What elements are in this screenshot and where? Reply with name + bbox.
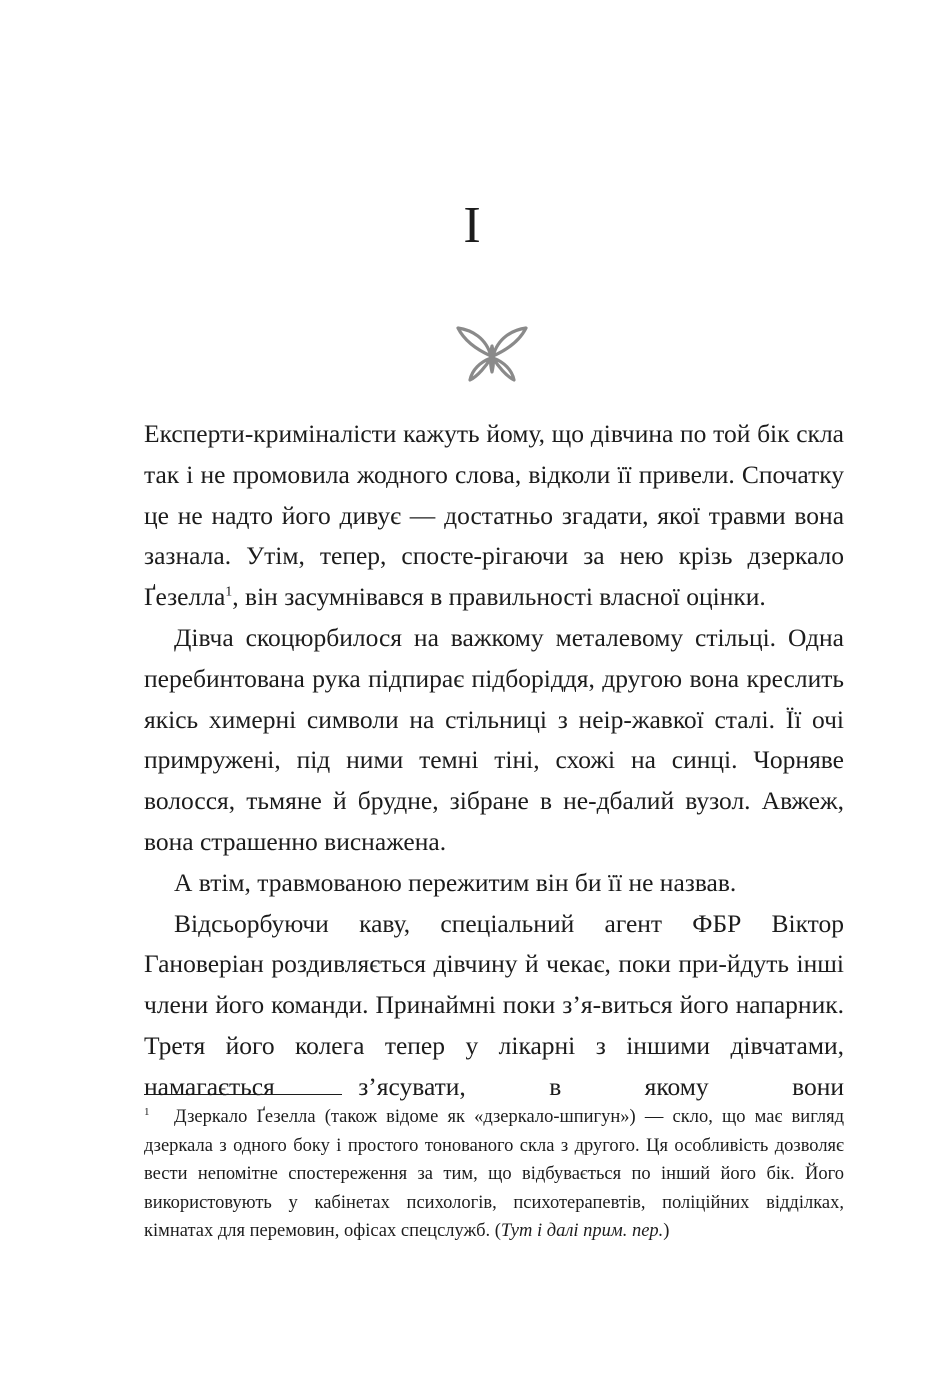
text-line: дбалий вузол. Авжеж, вона страшенно виснажена.: [144, 786, 844, 856]
text-line: Гановеріан роздивляється дівчину й чекає, поки при-: [144, 949, 727, 979]
text-line: жавкої сталі. Її очі примружені, під ними темні тіні, схожі: [144, 704, 844, 775]
text-line: виться його напарник. Третя його колега тепер у лікарні: [144, 990, 844, 1060]
footnote-reference[interactable]: 1: [225, 584, 233, 600]
text-line: Експерти-криміналісти кажуть йому, що дівчина по той: [144, 419, 751, 448]
text-line: , він засумнівався: [232, 582, 424, 612]
text-line: рігаючи за нею крізь дзеркало Ґезелла: [144, 541, 844, 612]
text-line: привели. Спочатку це не надто його дивує — достатньо: [144, 459, 845, 530]
text-line: в правильності власної оцінки.: [430, 582, 766, 612]
text-line: Одна перебинтована рука підпирає підборіддя, другою: [144, 622, 844, 693]
text-line: бік скла так і не промовила жодного слова, відколи її: [144, 419, 844, 489]
footnote-text: [144, 1103, 844, 1246]
text-line: на синці. Чорняве волосся, тьмяне й брудне, зібране в не-: [144, 745, 845, 816]
footnote-mark: 1: [144, 1106, 150, 1118]
paragraph-3: [144, 863, 844, 904]
paragraph-4: [144, 904, 844, 1108]
footnote-italic-note: Тут і далі прим. пер.: [500, 1221, 664, 1241]
chapter-body: [144, 414, 844, 1108]
text-line: вона креслить якісь химерні символи на стільниці з неір-: [144, 663, 844, 734]
butterfly-ornament-icon: [452, 322, 532, 386]
text-line: А втім, травмованою пережитим він би її не назвав.: [174, 867, 737, 897]
footnote-body: Дзеркало Ґезелла (також відоме як «дзеркало-шпигун») — скло, що має вигляд дзеркала з одного боку і простого тонованого скла з другого. Ця особливість дозволяє вести непомітне спостереження за тим, що відбувається по інший його бік. Його використовують у кабінетах психологів, психотерапевтів, поліційних відділках, кімнатах для перемовин, офісах спецслужб. (: [144, 1107, 844, 1241]
text-line: Дівча скоцюрбилося на важкому металевому стільці.: [174, 622, 777, 652]
paragraph-1: [144, 414, 844, 618]
chapter-number: I: [463, 197, 482, 254]
text-line: Відсьорбуючи каву, спеціальний агент ФБР Віктор: [174, 908, 844, 938]
text-line: з іншими дівчатами, намагається з’ясувати, в якому вони: [144, 1030, 844, 1101]
paragraph-2: [144, 618, 844, 863]
footnote-closing: ): [663, 1221, 670, 1241]
footnote-divider: [144, 1094, 342, 1095]
text-line: йдуть інші члени його команди. Принаймні поки з’я-: [144, 949, 844, 1020]
text-line: згадати, якої травми вона зазнала. Утім, тепер, спосте-: [144, 500, 845, 571]
footnote: [144, 1103, 844, 1246]
